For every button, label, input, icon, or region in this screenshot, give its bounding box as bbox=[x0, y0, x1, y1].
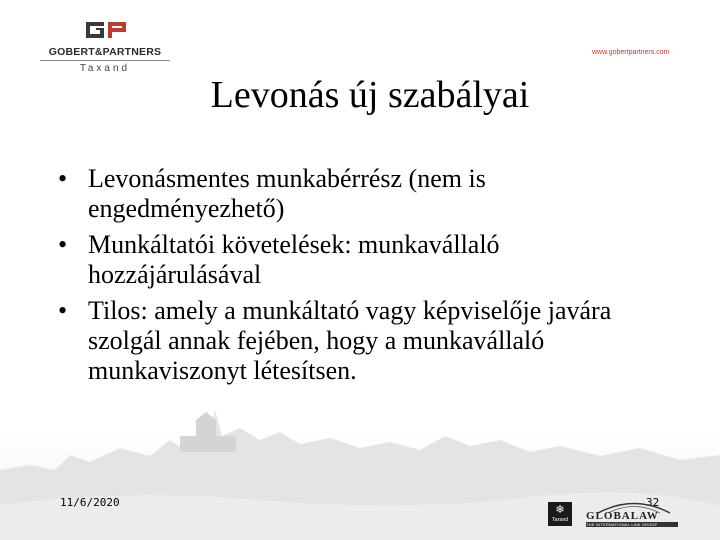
bullet-list bbox=[58, 164, 668, 392]
logo-divider bbox=[40, 60, 170, 61]
bullet-text: Levonásmentes munkabérrész (nem is engedményezhető) bbox=[88, 164, 486, 223]
bullet-text: Munkáltatói követelések: munkavállaló hozzájárulásával bbox=[88, 230, 500, 289]
globalaw-tagline: THE INTERNATIONAL LAW GROUP bbox=[586, 522, 678, 527]
slide-title: Levonás új szabályai bbox=[210, 74, 530, 116]
bullet-marker: • bbox=[58, 296, 68, 325]
globalaw-logo bbox=[584, 500, 680, 528]
snowflake-icon: ❄ bbox=[555, 503, 565, 516]
globalaw-name: GLOBALAW bbox=[586, 510, 659, 522]
logo-name: GOBERT&PARTNERS bbox=[48, 46, 162, 58]
bullet-marker: • bbox=[58, 164, 68, 193]
footer-date: 11/6/2020 bbox=[60, 496, 120, 509]
website-url[interactable]: www.gobertpartners.com bbox=[592, 49, 670, 56]
bullet-item bbox=[58, 296, 668, 386]
taxand-badge-label: Taxand bbox=[551, 517, 569, 523]
logo-subtitle: Taxand bbox=[79, 63, 131, 74]
taxand-logo bbox=[548, 502, 572, 526]
page-number: 32 bbox=[646, 496, 660, 509]
gobert-partners-logo bbox=[40, 20, 170, 76]
bullet-text: Tilos: amely a munkáltató vagy képviselője javára szolgál annak fejében, hogy a munkavállaló munkaviszonyt létesítsen. bbox=[88, 296, 612, 385]
bullet-marker: • bbox=[58, 230, 68, 259]
bullet-item bbox=[58, 164, 668, 224]
gp-monogram-icon bbox=[84, 20, 128, 40]
bullet-item bbox=[58, 230, 668, 290]
